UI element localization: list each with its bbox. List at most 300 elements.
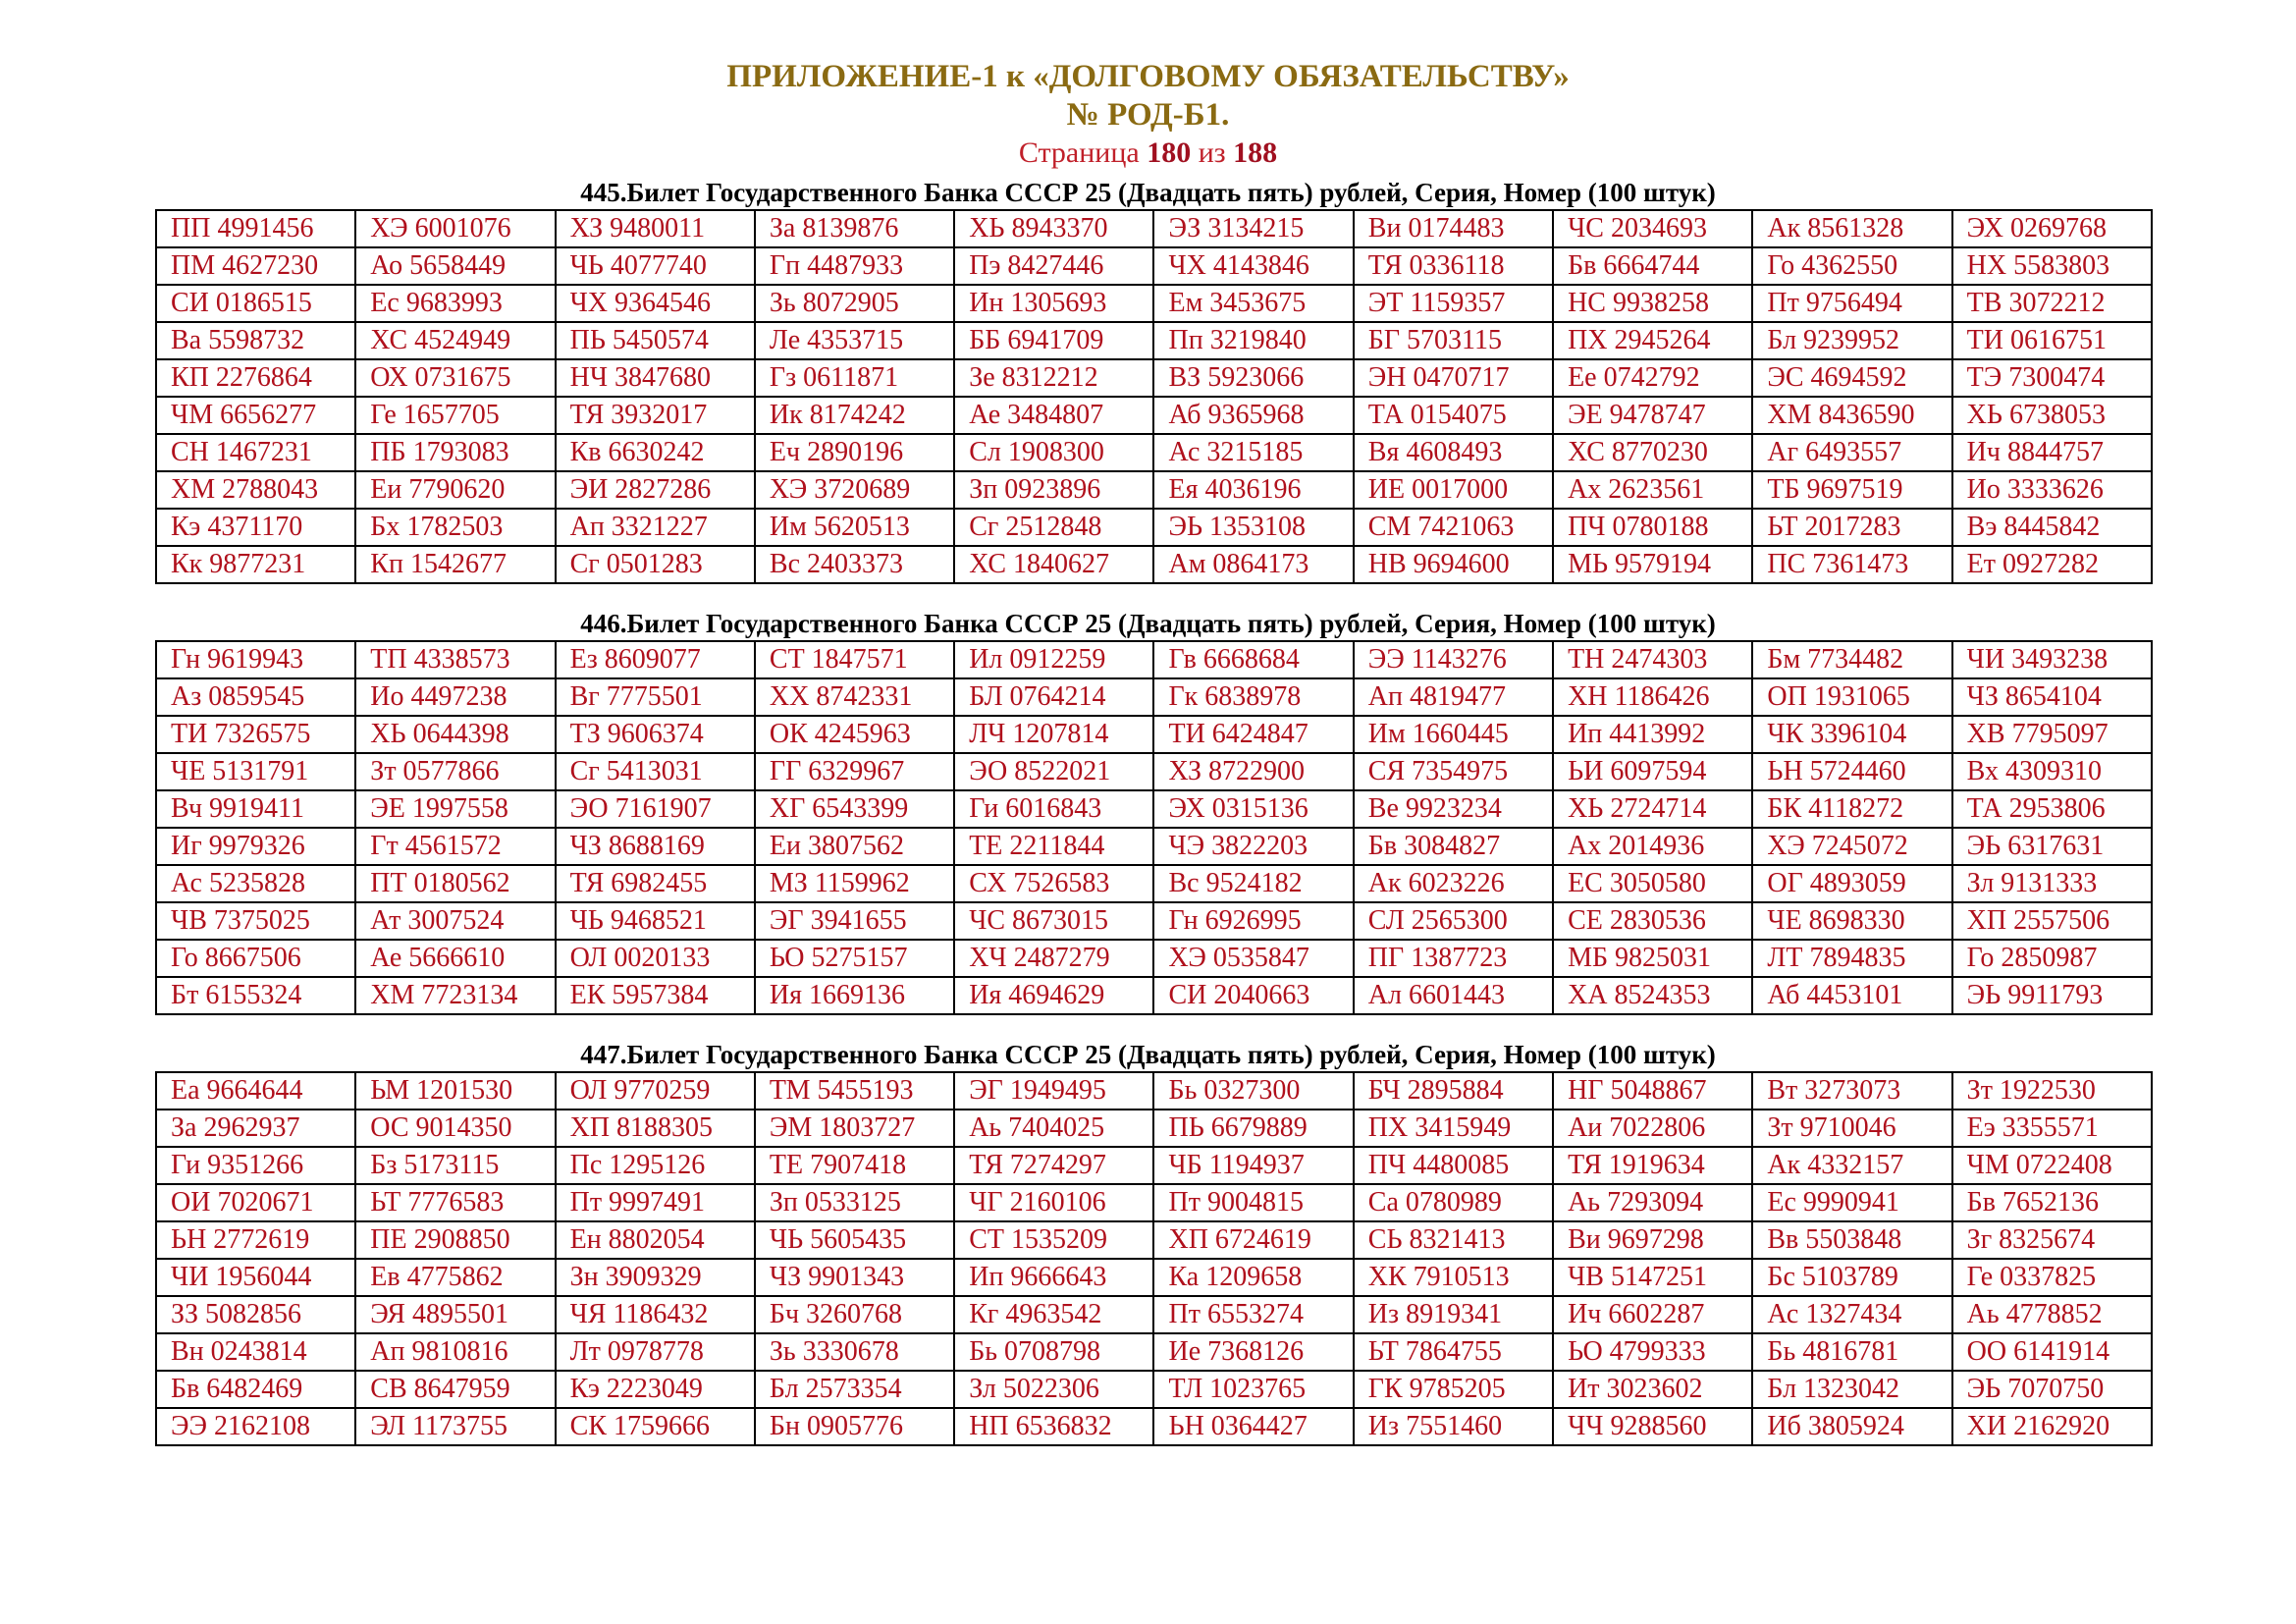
serial-cell: Вг 7775501 [556, 678, 755, 716]
serial-cell: ПП 4991456 [156, 210, 355, 247]
serial-cell: ХЬ 8943370 [954, 210, 1153, 247]
page-prefix: Страница [1018, 136, 1148, 169]
serial-cell: ЭГ 1949495 [954, 1072, 1153, 1110]
serial-cell: Ет 0927282 [1952, 546, 2152, 583]
serial-cell: Вя 4608493 [1354, 434, 1553, 471]
serial-cell: Вс 2403373 [755, 546, 954, 583]
serial-cell: ЧЭ 3822203 [1153, 828, 1353, 865]
serial-cell: ТЯ 6982455 [556, 865, 755, 902]
serial-cell: СИ 2040663 [1153, 977, 1353, 1014]
serial-cell: Го 8667506 [156, 940, 355, 977]
serial-cell: Ас 1327434 [1752, 1296, 1951, 1333]
page-total: 188 [1233, 136, 1278, 169]
serial-cell: СМ 7421063 [1354, 509, 1553, 546]
serial-cell: Еа 9664644 [156, 1072, 355, 1110]
serial-cell: Ит 3023602 [1553, 1371, 1752, 1408]
serial-cell: ЭИ 2827286 [556, 471, 755, 509]
serial-cell: Зт 9710046 [1752, 1110, 1951, 1147]
serial-cell: Сг 0501283 [556, 546, 755, 583]
serial-cell: Гп 4487933 [755, 247, 954, 285]
serial-cell: ЭХ 0269768 [1952, 210, 2152, 247]
serial-cell: Зт 1922530 [1952, 1072, 2152, 1110]
serial-cell: ЬН 0364427 [1153, 1408, 1353, 1445]
serial-cell: ОЛ 0020133 [556, 940, 755, 977]
table-row [156, 790, 2152, 828]
serial-cell: ЭТ 1159357 [1354, 285, 1553, 322]
serial-cell: Кп 1542677 [355, 546, 555, 583]
serial-cell: Ап 9810816 [355, 1333, 555, 1371]
serial-cell: Зп 0533125 [755, 1184, 954, 1221]
serial-cell: Ез 8609077 [556, 641, 755, 678]
serial-cell: ОК 4245963 [755, 716, 954, 753]
serial-cell: ТН 2474303 [1553, 641, 1752, 678]
serial-cell: Аь 4778852 [1952, 1296, 2152, 1333]
serial-cell: Ле 4353715 [755, 322, 954, 359]
table-row [156, 1296, 2152, 1333]
serial-cell: ХЗ 8722900 [1153, 753, 1353, 790]
serial-cell: Еэ 3355571 [1952, 1110, 2152, 1147]
serial-cell: Кк 9877231 [156, 546, 355, 583]
serial-cell: ЭЬ 9911793 [1952, 977, 2152, 1014]
section-title-445: 445.Билет Государственного Банка СССР 25 (Двадцать пять) рублей, Серия, Номер (100 штук) [580, 178, 1716, 207]
serial-cell: Пс 1295126 [556, 1147, 755, 1184]
serial-cell: ХЭ 6001076 [355, 210, 555, 247]
serial-cell: Еч 2890196 [755, 434, 954, 471]
serial-cell: За 2962937 [156, 1110, 355, 1147]
serial-cell: Зл 5022306 [954, 1371, 1153, 1408]
serial-cell: Бл 2573354 [755, 1371, 954, 1408]
serial-cell: Ви 0174483 [1354, 210, 1553, 247]
serial-cell: ЕК 5957384 [556, 977, 755, 1014]
serial-cell: ОГ 4893059 [1752, 865, 1951, 902]
serial-cell: ЭЕ 1997558 [355, 790, 555, 828]
serial-cell: ЭЭ 2162108 [156, 1408, 355, 1445]
serial-cell: ЭС 4694592 [1752, 359, 1951, 397]
serial-cell: Гв 6668684 [1153, 641, 1353, 678]
serial-cell: ББ 6941709 [954, 322, 1153, 359]
serial-cell: ТЛ 1023765 [1153, 1371, 1353, 1408]
serial-cell: ЧЧ 9288560 [1553, 1408, 1752, 1445]
table-row [156, 285, 2152, 322]
serial-cell: ХМ 7723134 [355, 977, 555, 1014]
serial-cell: ЧВ 7375025 [156, 902, 355, 940]
serial-cell: Сг 5413031 [556, 753, 755, 790]
serial-cell: Вн 0243814 [156, 1333, 355, 1371]
serial-cell: Бь 0327300 [1153, 1072, 1353, 1110]
serial-cell: Са 0780989 [1354, 1184, 1553, 1221]
serial-cell: Ио 3333626 [1952, 471, 2152, 509]
serial-cell: ПЬ 5450574 [556, 322, 755, 359]
serial-cell: Бв 6664744 [1553, 247, 1752, 285]
serial-cell: МЗ 1159962 [755, 865, 954, 902]
serial-cell: ЭГ 3941655 [755, 902, 954, 940]
serial-cell: Ас 5235828 [156, 865, 355, 902]
serial-cell: СЕ 2830536 [1553, 902, 1752, 940]
serial-cell: ЧЗ 8688169 [556, 828, 755, 865]
serial-cell: ЬТ 7776583 [355, 1184, 555, 1221]
serial-cell: Лт 0978778 [556, 1333, 755, 1371]
serial-cell: СИ 0186515 [156, 285, 355, 322]
serial-cell: Ги 6016843 [954, 790, 1153, 828]
serial-cell: ЧК 3396104 [1752, 716, 1951, 753]
serial-cell: Бл 9239952 [1752, 322, 1951, 359]
serial-cell: Ен 8802054 [556, 1221, 755, 1259]
serial-cell: ТВ 3072212 [1952, 285, 2152, 322]
serial-cell: Ве 9923234 [1354, 790, 1553, 828]
serial-cell: ЧГ 2160106 [954, 1184, 1153, 1221]
serial-cell: ЭХ 0315136 [1153, 790, 1353, 828]
serial-cell: Вв 5503848 [1752, 1221, 1951, 1259]
serial-cell: ПХ 3415949 [1354, 1110, 1553, 1147]
serial-cell: МБ 9825031 [1553, 940, 1752, 977]
serial-cell: ЧИ 1956044 [156, 1259, 355, 1296]
serial-cell: ЬТ 2017283 [1752, 509, 1951, 546]
serial-cell: ЧМ 6656277 [156, 397, 355, 434]
serial-cell: ЛЧ 1207814 [954, 716, 1153, 753]
serial-cell: Вч 9919411 [156, 790, 355, 828]
serial-cell: ЧЬ 9468521 [556, 902, 755, 940]
serial-cell: ЭН 0470717 [1354, 359, 1553, 397]
serial-cell: ХВ 7795097 [1952, 716, 2152, 753]
serial-cell: ЭЬ 1353108 [1153, 509, 1353, 546]
serial-cell: Ил 0912259 [954, 641, 1153, 678]
serial-cell: ХС 4524949 [355, 322, 555, 359]
serial-cell: ХЭ 3720689 [755, 471, 954, 509]
serial-cell: ЭЛ 1173755 [355, 1408, 555, 1445]
serial-cell: ГК 9785205 [1354, 1371, 1553, 1408]
serial-cell: Сг 2512848 [954, 509, 1153, 546]
serial-cell: Ам 0864173 [1153, 546, 1353, 583]
serial-cell: Бв 7652136 [1952, 1184, 2152, 1221]
table-row [156, 359, 2152, 397]
serial-table-446 [155, 640, 2153, 1015]
serial-cell: ПГ 1387723 [1354, 940, 1553, 977]
serial-cell: ХС 8770230 [1553, 434, 1752, 471]
serial-cell: Зг 8325674 [1952, 1221, 2152, 1259]
serial-cell: ЬН 2772619 [156, 1221, 355, 1259]
serial-cell: ЭО 8522021 [954, 753, 1153, 790]
serial-cell: Бь 0708798 [954, 1333, 1153, 1371]
serial-cell: Ге 0337825 [1952, 1259, 2152, 1296]
table-row [156, 546, 2152, 583]
document-number: № РОД-Б1. [1066, 97, 1230, 133]
serial-cell: Вх 4309310 [1952, 753, 2152, 790]
serial-cell: ЧБ 1194937 [1153, 1147, 1353, 1184]
table-row [156, 977, 2152, 1014]
serial-cell: Ао 5658449 [355, 247, 555, 285]
serial-cell: Ик 8174242 [755, 397, 954, 434]
serial-cell: ЭЯ 4895501 [355, 1296, 555, 1333]
serial-cell: ХН 1186426 [1553, 678, 1752, 716]
appendix-title: ПРИЛОЖЕНИЕ-1 к «ДОЛГОВОМУ ОБЯЗАТЕЛЬСТВУ» [726, 59, 1570, 94]
table-row [156, 641, 2152, 678]
serial-cell: Ио 4497238 [355, 678, 555, 716]
serial-cell: Зт 0577866 [355, 753, 555, 790]
serial-cell: Зь 3330678 [755, 1333, 954, 1371]
serial-cell: ТЯ 3932017 [556, 397, 755, 434]
serial-cell: Бч 3260768 [755, 1296, 954, 1333]
serial-cell: ЧЬ 5605435 [755, 1221, 954, 1259]
table-row [156, 471, 2152, 509]
serial-cell: Бз 5173115 [355, 1147, 555, 1184]
serial-cell: БЧ 2895884 [1354, 1072, 1553, 1110]
serial-cell: СВ 8647959 [355, 1371, 555, 1408]
table-row [156, 940, 2152, 977]
serial-cell: Ия 1669136 [755, 977, 954, 1014]
serial-cell: ТИ 7326575 [156, 716, 355, 753]
serial-cell: За 8139876 [755, 210, 954, 247]
serial-cell: БГ 5703115 [1354, 322, 1553, 359]
serial-cell: Зп 0923896 [954, 471, 1153, 509]
serial-cell: ЧХ 4143846 [1153, 247, 1353, 285]
serial-cell: Пп 3219840 [1153, 322, 1353, 359]
serial-cell: Иб 3805924 [1752, 1408, 1951, 1445]
serial-cell: ТЯ 7274297 [954, 1147, 1153, 1184]
serial-cell: ВЗ 5923066 [1153, 359, 1353, 397]
serial-cell: СХ 7526583 [954, 865, 1153, 902]
serial-cell: СЬ 8321413 [1354, 1221, 1553, 1259]
serial-cell: Бв 3084827 [1354, 828, 1553, 865]
serial-cell: Ак 6023226 [1354, 865, 1553, 902]
serial-cell: ЧЕ 5131791 [156, 753, 355, 790]
serial-cell: Ва 5598732 [156, 322, 355, 359]
serial-cell: ХЭ 7245072 [1752, 828, 1951, 865]
table-row [156, 716, 2152, 753]
serial-cell: Ап 4819477 [1354, 678, 1553, 716]
serial-cell: ТА 0154075 [1354, 397, 1553, 434]
serial-cell: ЭО 7161907 [556, 790, 755, 828]
serial-cell: Гн 9619943 [156, 641, 355, 678]
serial-cell: Пт 9004815 [1153, 1184, 1353, 1221]
serial-cell: СТ 1535209 [954, 1221, 1153, 1259]
serial-cell: Ес 9990941 [1752, 1184, 1951, 1221]
page-current: 180 [1147, 136, 1192, 169]
page-indicator [0, 138, 2296, 168]
serial-cell: Ах 2623561 [1553, 471, 1752, 509]
serial-cell: Ея 4036196 [1153, 471, 1353, 509]
serial-cell: Им 1660445 [1354, 716, 1553, 753]
serial-cell: КП 2276864 [156, 359, 355, 397]
serial-cell: ЬО 4799333 [1553, 1333, 1752, 1371]
serial-cell: Ич 8844757 [1952, 434, 2152, 471]
table-row [156, 1371, 2152, 1408]
serial-cell: ХП 8188305 [556, 1110, 755, 1147]
table-row [156, 1333, 2152, 1371]
serial-cell: СТ 1847571 [755, 641, 954, 678]
serial-cell: ЧЯ 1186432 [556, 1296, 755, 1333]
serial-cell: Кг 4963542 [954, 1296, 1153, 1333]
serial-cell: ХИ 2162920 [1952, 1408, 2152, 1445]
serial-cell: ТЕ 7907418 [755, 1147, 954, 1184]
table-row [156, 397, 2152, 434]
serial-cell: НВ 9694600 [1354, 546, 1553, 583]
serial-cell: ТА 2953806 [1952, 790, 2152, 828]
serial-cell: ЗЗ 5082856 [156, 1296, 355, 1333]
serial-cell: ХА 8524353 [1553, 977, 1752, 1014]
serial-cell: ЧЕ 8698330 [1752, 902, 1951, 940]
serial-cell: Бв 6482469 [156, 1371, 355, 1408]
serial-cell: ОЛ 9770259 [556, 1072, 755, 1110]
serial-cell: ЭЭ 1143276 [1354, 641, 1553, 678]
serial-cell: ПЬ 6679889 [1153, 1110, 1353, 1147]
serial-cell: ХЬ 6738053 [1952, 397, 2152, 434]
serial-cell: Ее 0742792 [1553, 359, 1752, 397]
serial-cell: Вс 9524182 [1153, 865, 1353, 902]
serial-cell: Ие 7368126 [1153, 1333, 1353, 1371]
serial-cell: ТП 4338573 [355, 641, 555, 678]
serial-cell: ХП 2557506 [1952, 902, 2152, 940]
serial-cell: СЛ 2565300 [1354, 902, 1553, 940]
serial-cell: Зн 3909329 [556, 1259, 755, 1296]
serial-cell: ХХ 8742331 [755, 678, 954, 716]
serial-cell: Гк 6838978 [1153, 678, 1353, 716]
serial-cell: ПМ 4627230 [156, 247, 355, 285]
serial-cell: Вэ 8445842 [1952, 509, 2152, 546]
table-row [156, 828, 2152, 865]
serial-cell: Ас 3215185 [1153, 434, 1353, 471]
serial-cell: Ви 9697298 [1553, 1221, 1752, 1259]
serial-cell: ЭЬ 7070750 [1952, 1371, 2152, 1408]
serial-cell: ЭМ 1803727 [755, 1110, 954, 1147]
serial-cell: ЬМ 1201530 [355, 1072, 555, 1110]
serial-cell: Бх 1782503 [355, 509, 555, 546]
serial-cell: Аь 7404025 [954, 1110, 1153, 1147]
serial-cell: Пэ 8427446 [954, 247, 1153, 285]
serial-cell: Ем 3453675 [1153, 285, 1353, 322]
serial-cell: Пт 9756494 [1752, 285, 1951, 322]
serial-cell: ПЧ 4480085 [1354, 1147, 1553, 1184]
table-row [156, 322, 2152, 359]
serial-cell: ИЕ 0017000 [1354, 471, 1553, 509]
serial-cell: Ия 4694629 [954, 977, 1153, 1014]
serial-cell: ХМ 2788043 [156, 471, 355, 509]
serial-cell: Ип 4413992 [1553, 716, 1752, 753]
table-row [156, 1184, 2152, 1221]
table-row [156, 1147, 2152, 1184]
serial-cell: Вт 3273073 [1752, 1072, 1951, 1110]
serial-cell: ЬН 5724460 [1752, 753, 1951, 790]
serial-cell: ХЬ 0644398 [355, 716, 555, 753]
serial-cell: ТИ 6424847 [1153, 716, 1353, 753]
serial-cell: Зь 8072905 [755, 285, 954, 322]
serial-cell: ЭЗ 3134215 [1153, 210, 1353, 247]
page-separator: из [1191, 136, 1234, 169]
serial-cell: ОО 6141914 [1952, 1333, 2152, 1371]
serial-cell: ХГ 6543399 [755, 790, 954, 828]
serial-cell: ЭЬ 6317631 [1952, 828, 2152, 865]
serial-cell: ОП 1931065 [1752, 678, 1951, 716]
serial-cell: Ае 3484807 [954, 397, 1153, 434]
serial-cell: ТЗ 9606374 [556, 716, 755, 753]
table-row [156, 902, 2152, 940]
serial-cell: НГ 5048867 [1553, 1072, 1752, 1110]
serial-cell: ЬТ 7864755 [1354, 1333, 1553, 1371]
serial-cell: Ин 1305693 [954, 285, 1153, 322]
serial-cell: Аи 7022806 [1553, 1110, 1752, 1147]
serial-cell: ТЯ 1919634 [1553, 1147, 1752, 1184]
serial-cell: ПХ 2945264 [1553, 322, 1752, 359]
serial-cell: Гн 6926995 [1153, 902, 1353, 940]
serial-cell: ХС 1840627 [954, 546, 1153, 583]
serial-cell: Еи 7790620 [355, 471, 555, 509]
table-row [156, 678, 2152, 716]
serial-cell: Бт 6155324 [156, 977, 355, 1014]
serial-cell: ЧВ 5147251 [1553, 1259, 1752, 1296]
serial-cell: Го 2850987 [1952, 940, 2152, 977]
serial-cell: ЧЗ 8654104 [1952, 678, 2152, 716]
serial-cell: ЧМ 0722408 [1952, 1147, 2152, 1184]
table-row [156, 1259, 2152, 1296]
serial-cell: ПЧ 0780188 [1553, 509, 1752, 546]
serial-cell: Еи 3807562 [755, 828, 954, 865]
serial-cell: ХЬ 2724714 [1553, 790, 1752, 828]
serial-cell: Бм 7734482 [1752, 641, 1951, 678]
serial-cell: Иг 9979326 [156, 828, 355, 865]
serial-cell: Ах 2014936 [1553, 828, 1752, 865]
serial-cell: ГГ 6329967 [755, 753, 954, 790]
serial-cell: ХП 6724619 [1153, 1221, 1353, 1259]
serial-cell: Кв 6630242 [556, 434, 755, 471]
table-row [156, 1110, 2152, 1147]
serial-cell: Из 8919341 [1354, 1296, 1553, 1333]
serial-cell: БЛ 0764214 [954, 678, 1153, 716]
serial-cell: Ип 9666643 [954, 1259, 1153, 1296]
serial-cell: ХЧ 2487279 [954, 940, 1153, 977]
serial-cell: Аь 7293094 [1553, 1184, 1752, 1221]
serial-cell: Ал 6601443 [1354, 977, 1553, 1014]
serial-cell: Ап 3321227 [556, 509, 755, 546]
serial-cell: Ге 1657705 [355, 397, 555, 434]
section-title-447: 447.Билет Государственного Банка СССР 25 (Двадцать пять) рублей, Серия, Номер (100 штук) [580, 1040, 1716, 1069]
serial-cell: Им 5620513 [755, 509, 954, 546]
serial-table-447 [155, 1071, 2153, 1446]
table-row [156, 753, 2152, 790]
section-title-446: 446.Билет Государственного Банка СССР 25 (Двадцать пять) рублей, Серия, Номер (100 штук) [580, 609, 1716, 638]
serial-cell: БК 4118272 [1752, 790, 1951, 828]
serial-cell: ТЯ 0336118 [1354, 247, 1553, 285]
serial-cell: Ги 9351266 [156, 1147, 355, 1184]
serial-cell: Сл 1908300 [954, 434, 1153, 471]
serial-cell: ЕС 3050580 [1553, 865, 1752, 902]
serial-cell: Ак 4332157 [1752, 1147, 1951, 1184]
serial-cell: Го 4362550 [1752, 247, 1951, 285]
serial-table-445 [155, 209, 2153, 584]
serial-cell: Аг 6493557 [1752, 434, 1951, 471]
serial-cell: Кэ 2223049 [556, 1371, 755, 1408]
serial-cell: ТИ 0616751 [1952, 322, 2152, 359]
serial-cell: Гз 0611871 [755, 359, 954, 397]
serial-cell: ЛТ 7894835 [1752, 940, 1951, 977]
table-row [156, 1072, 2152, 1110]
serial-cell: Пт 6553274 [1153, 1296, 1353, 1333]
serial-cell: СК 1759666 [556, 1408, 755, 1445]
serial-cell: НС 9938258 [1553, 285, 1752, 322]
serial-cell: ХЭ 0535847 [1153, 940, 1353, 977]
serial-cell: Бс 5103789 [1752, 1259, 1951, 1296]
serial-cell: Гт 4561572 [355, 828, 555, 865]
serial-cell: ПТ 0180562 [355, 865, 555, 902]
serial-cell: Зе 8312212 [954, 359, 1153, 397]
serial-cell: Аз 0859545 [156, 678, 355, 716]
serial-cell: ЧЗ 9901343 [755, 1259, 954, 1296]
table-row [156, 1408, 2152, 1445]
serial-cell: ОС 9014350 [355, 1110, 555, 1147]
serial-cell: МЬ 9579194 [1553, 546, 1752, 583]
serial-cell: СЯ 7354975 [1354, 753, 1553, 790]
serial-cell: Аб 9365968 [1153, 397, 1353, 434]
serial-cell: СН 1467231 [156, 434, 355, 471]
serial-cell: ПС 7361473 [1752, 546, 1951, 583]
